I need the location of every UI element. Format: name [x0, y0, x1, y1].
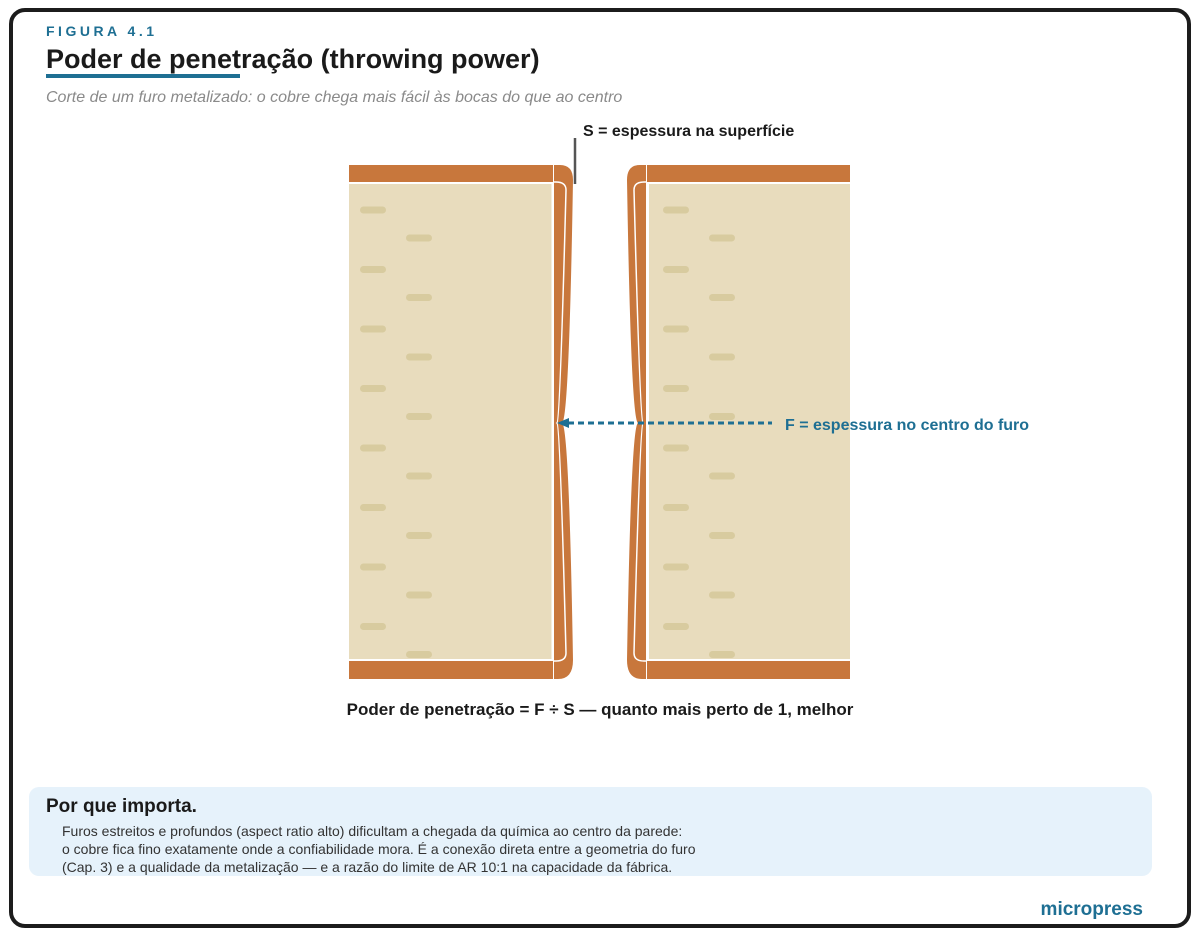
note-line: Furos estreitos e profundos (aspect ratio alto) dificultam a chegada da química ao centro da parede:	[62, 823, 683, 839]
glass-fiber-bundle	[360, 266, 386, 273]
glass-fiber-bundle	[360, 564, 386, 571]
glass-fiber-bundle	[406, 651, 432, 658]
throwing-power-formula: Poder de penetração = F ÷ S — quanto mais perto de 1, melhor	[346, 700, 854, 719]
glass-fiber-bundle	[406, 235, 432, 242]
glass-fiber-bundle	[663, 564, 689, 571]
glass-fiber-bundle	[360, 504, 386, 511]
center-thickness-label: F = espessura no centro do furo	[785, 417, 1030, 434]
glass-fiber-bundle	[709, 413, 735, 420]
why-it-matters-box	[29, 787, 1152, 876]
note-title: Por que importa.	[46, 796, 197, 817]
glass-fiber-bundle	[663, 385, 689, 392]
glass-fiber-bundle	[709, 473, 735, 480]
glass-fiber-bundle	[663, 266, 689, 273]
glass-fiber-bundle	[406, 532, 432, 539]
glass-fiber-bundle	[360, 207, 386, 214]
figure-title: Poder de penetração (throwing power)	[46, 44, 540, 74]
figure-subtitle: Corte de um furo metalizado: o cobre chega mais fácil às bocas do que ao centro	[46, 89, 623, 106]
note-line: (Cap. 3) e a qualidade da metalização — e a razão do limite de AR 10:1 na capacidade da fábrica.	[62, 859, 673, 875]
glass-fiber-bundle	[406, 294, 432, 301]
right-top-copper	[647, 165, 850, 182]
left-bottom-copper	[349, 661, 553, 679]
glass-fiber-bundle	[360, 385, 386, 392]
note-line: o cobre fica fino exatamente onde a confiabilidade mora. É a conexão direta entre a geometria do furo	[62, 841, 696, 857]
glass-fiber-bundle	[709, 354, 735, 361]
glass-fiber-bundle	[360, 445, 386, 452]
glass-fiber-bundle	[663, 207, 689, 214]
glass-fiber-bundle	[406, 413, 432, 420]
glass-fiber-bundle	[360, 326, 386, 333]
note-body	[62, 822, 696, 876]
left-laminate	[349, 184, 552, 659]
glass-fiber-bundle	[709, 592, 735, 599]
glass-fiber-bundle	[406, 592, 432, 599]
publisher-logo: micropress	[1040, 899, 1143, 920]
glass-fiber-bundle	[709, 651, 735, 658]
glass-fiber-bundle	[406, 473, 432, 480]
surface-thickness-label: S = espessura na superfície	[583, 123, 795, 140]
figure-number: FIGURA 4.1	[46, 23, 158, 39]
glass-fiber-bundle	[663, 326, 689, 333]
left-top-copper	[349, 165, 553, 182]
glass-fiber-bundle	[406, 354, 432, 361]
glass-fiber-bundle	[663, 504, 689, 511]
glass-fiber-bundle	[360, 623, 386, 630]
glass-fiber-bundle	[663, 445, 689, 452]
right-bottom-copper	[647, 661, 850, 679]
glass-fiber-bundle	[709, 532, 735, 539]
glass-fiber-bundle	[709, 294, 735, 301]
glass-fiber-bundle	[663, 623, 689, 630]
glass-fiber-bundle	[709, 235, 735, 242]
